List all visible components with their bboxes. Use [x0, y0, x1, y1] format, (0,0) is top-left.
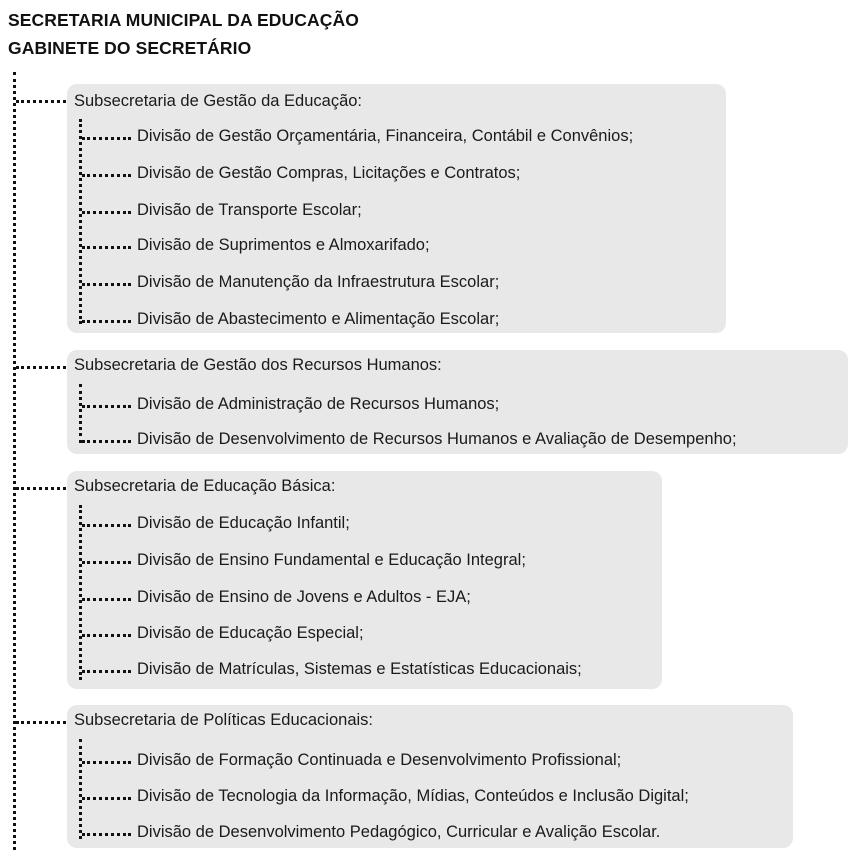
org-subtitle: GABINETE DO SECRETÁRIO	[8, 38, 252, 58]
main-trunk-line	[13, 72, 16, 850]
division-item: Divisão de Educação Especial;	[137, 624, 364, 642]
item-branch-line	[82, 833, 131, 836]
division-item: Divisão de Desenvolvimento Pedagógico, Curricular e Avalição Escolar.	[137, 823, 661, 841]
division-item: Divisão de Administração de Recursos Humanos;	[137, 395, 500, 413]
item-branch-line	[82, 634, 131, 637]
org-title: SECRETARIA MUNICIPAL DA EDUCAÇÃO	[8, 10, 359, 30]
division-item: Divisão de Gestão Orçamentária, Financeira, Contábil e Convênios;	[137, 127, 634, 145]
item-branch-line	[82, 246, 131, 249]
section-box	[67, 471, 662, 689]
branch-line	[16, 100, 66, 103]
division-item: Divisão de Gestão Compras, Licitações e Contratos;	[137, 164, 521, 182]
section-title: Subsecretaria de Educação Básica:	[74, 477, 336, 495]
division-item: Divisão de Transporte Escolar;	[137, 201, 362, 219]
division-item: Divisão de Ensino Fundamental e Educação Integral;	[137, 551, 526, 569]
item-branch-line	[82, 524, 131, 527]
item-branch-line	[82, 320, 131, 323]
division-item: Divisão de Abastecimento e Alimentação Escolar;	[137, 310, 500, 328]
division-item: Divisão de Tecnologia da Informação, Mídias, Conteúdos e Inclusão Digital;	[137, 787, 689, 805]
section-title: Subsecretaria de Gestão da Educação:	[74, 92, 363, 110]
section-trunk-line	[79, 505, 82, 680]
division-item: Divisão de Formação Continuada e Desenvolvimento Profissional;	[137, 751, 622, 769]
item-branch-line	[82, 761, 131, 764]
division-item: Divisão de Suprimentos e Almoxarifado;	[137, 236, 430, 254]
division-item: Divisão de Educação Infantil;	[137, 514, 350, 532]
branch-line	[16, 366, 66, 369]
item-branch-line	[82, 211, 131, 214]
section-title: Subsecretaria de Gestão dos Recursos Humanos:	[74, 356, 442, 374]
item-branch-line	[82, 797, 131, 800]
item-branch-line	[82, 598, 131, 601]
branch-line	[16, 721, 66, 724]
item-branch-line	[82, 440, 131, 443]
section-trunk-line	[79, 739, 82, 839]
section-trunk-line	[79, 384, 82, 443]
section-trunk-line	[79, 119, 82, 324]
item-branch-line	[82, 137, 131, 140]
division-item: Divisão de Ensino de Jovens e Adultos - EJA;	[137, 588, 471, 606]
item-branch-line	[82, 174, 131, 177]
item-branch-line	[82, 405, 131, 408]
branch-line	[16, 487, 66, 490]
division-item: Divisão de Desenvolvimento de Recursos Humanos e Avaliação de Desempenho;	[137, 430, 737, 448]
section-title: Subsecretaria de Políticas Educacionais:	[74, 711, 373, 729]
item-branch-line	[82, 561, 131, 564]
item-branch-line	[82, 670, 131, 673]
item-branch-line	[82, 283, 131, 286]
division-item: Divisão de Matrículas, Sistemas e Estatísticas Educacionais;	[137, 660, 582, 678]
division-item: Divisão de Manutenção da Infraestrutura Escolar;	[137, 273, 500, 291]
